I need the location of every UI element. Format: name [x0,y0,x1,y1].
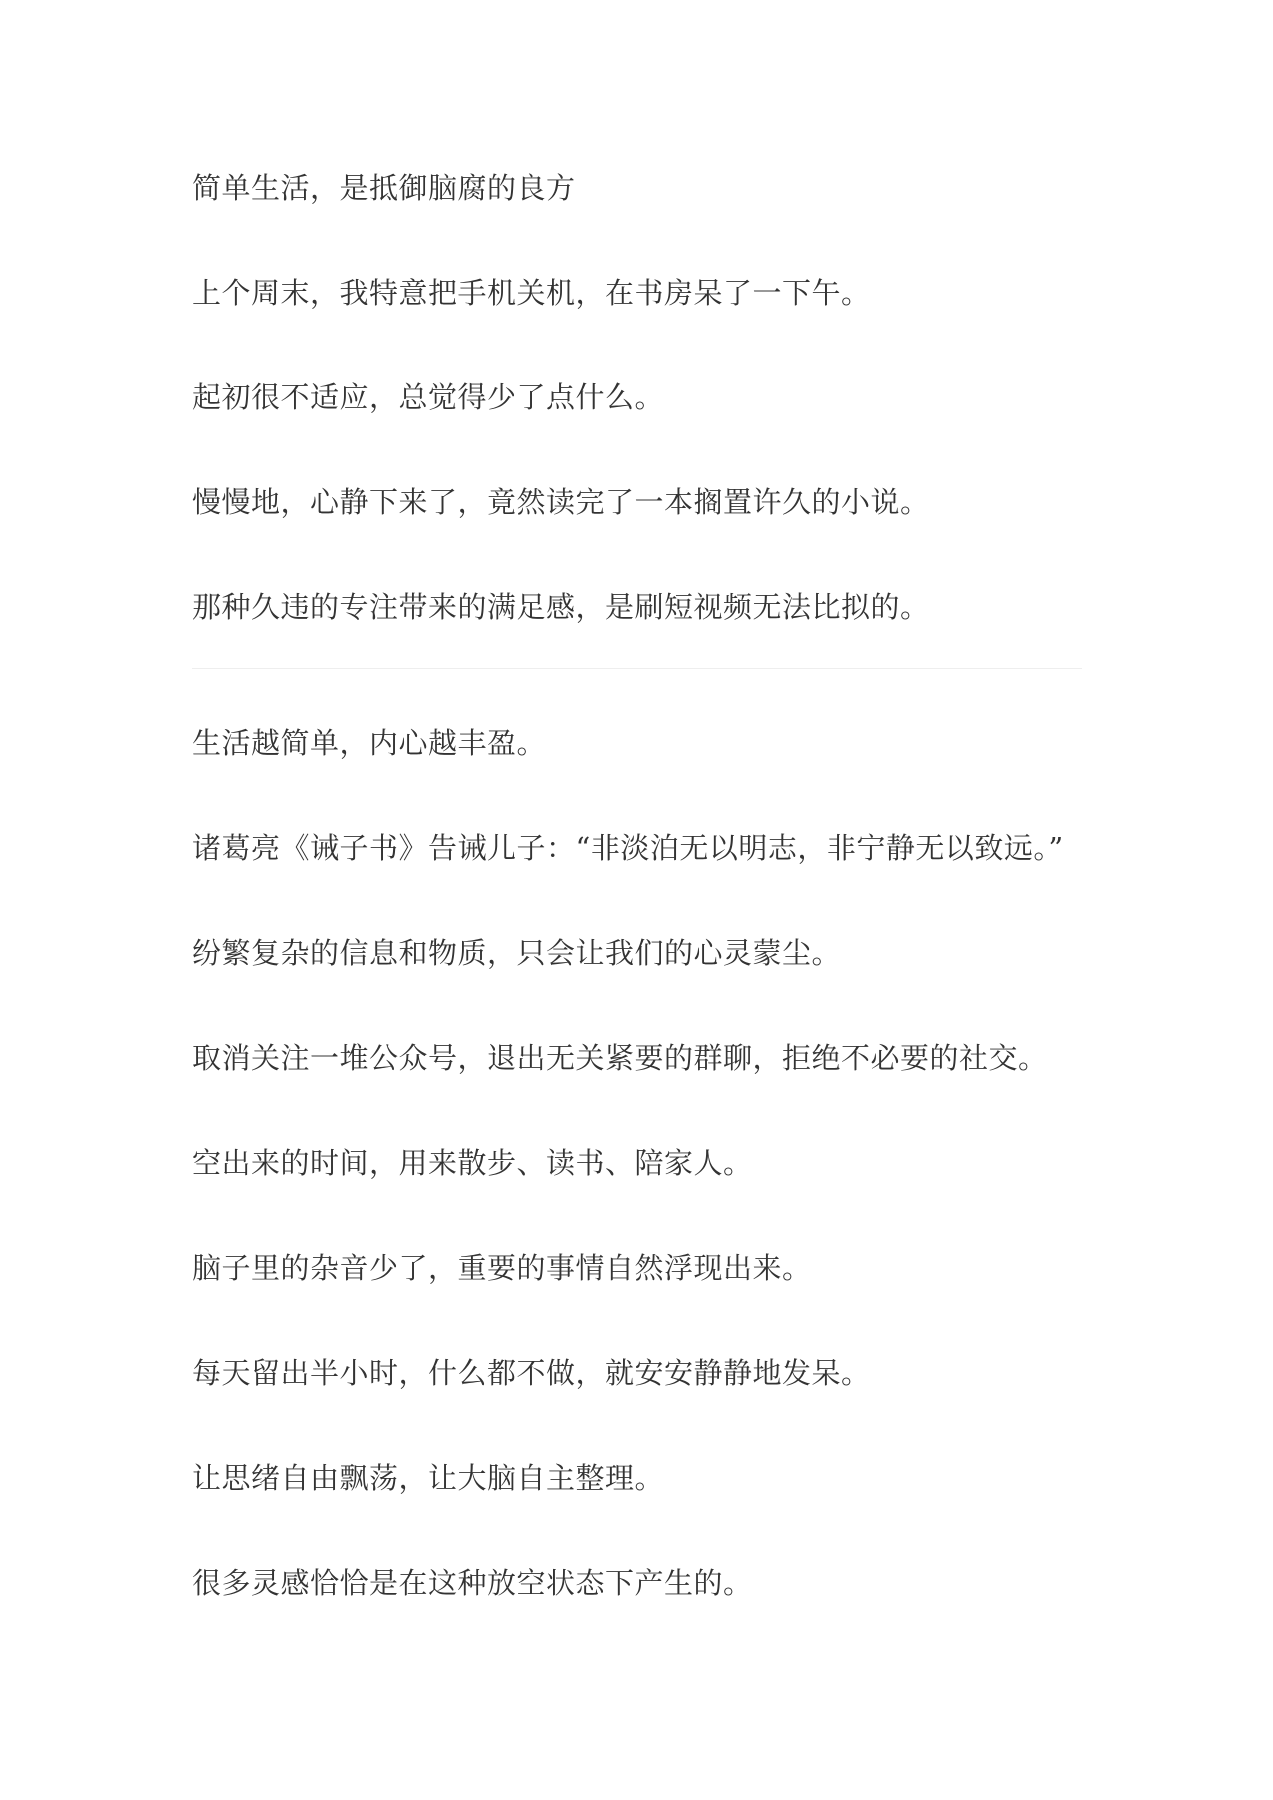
paragraph: 取消关注一堆公众号，退出无关紧要的群聊，拒绝不必要的社交。 [192,1041,1048,1075]
paragraph: 空出来的时间，用来散步、读书、陪家人。 [192,1146,753,1180]
paragraph: 生活越简单，内心越丰盈。 [192,726,547,760]
paragraph: 纷繁复杂的信息和物质，只会让我们的心灵蒙尘。 [192,936,842,970]
paragraph: 那种久违的专注带来的满足感，是刷短视频无法比拟的。 [192,590,930,624]
paragraph: 让思绪自由飘荡，让大脑自主整理。 [192,1461,665,1495]
paragraph: 诸葛亮《诫子书》告诫儿子：“非淡泊无以明志，非宁静无以致远。” [192,831,1064,865]
paragraph: 慢慢地，心静下来了，竟然读完了一本搁置许久的小说。 [192,485,930,519]
paragraph: 很多灵感恰恰是在这种放空状态下产生的。 [192,1566,753,1600]
section-divider [192,668,1082,669]
paragraph: 脑子里的杂音少了，重要的事情自然浮现出来。 [192,1251,812,1285]
paragraph: 上个周末，我特意把手机关机，在书房呆了一下午。 [192,276,871,310]
section-heading: 简单生活，是抵御脑腐的良方 [192,171,576,205]
paragraph: 每天留出半小时，什么都不做，就安安静静地发呆。 [192,1356,871,1390]
paragraph: 起初很不适应，总觉得少了点什么。 [192,380,665,414]
